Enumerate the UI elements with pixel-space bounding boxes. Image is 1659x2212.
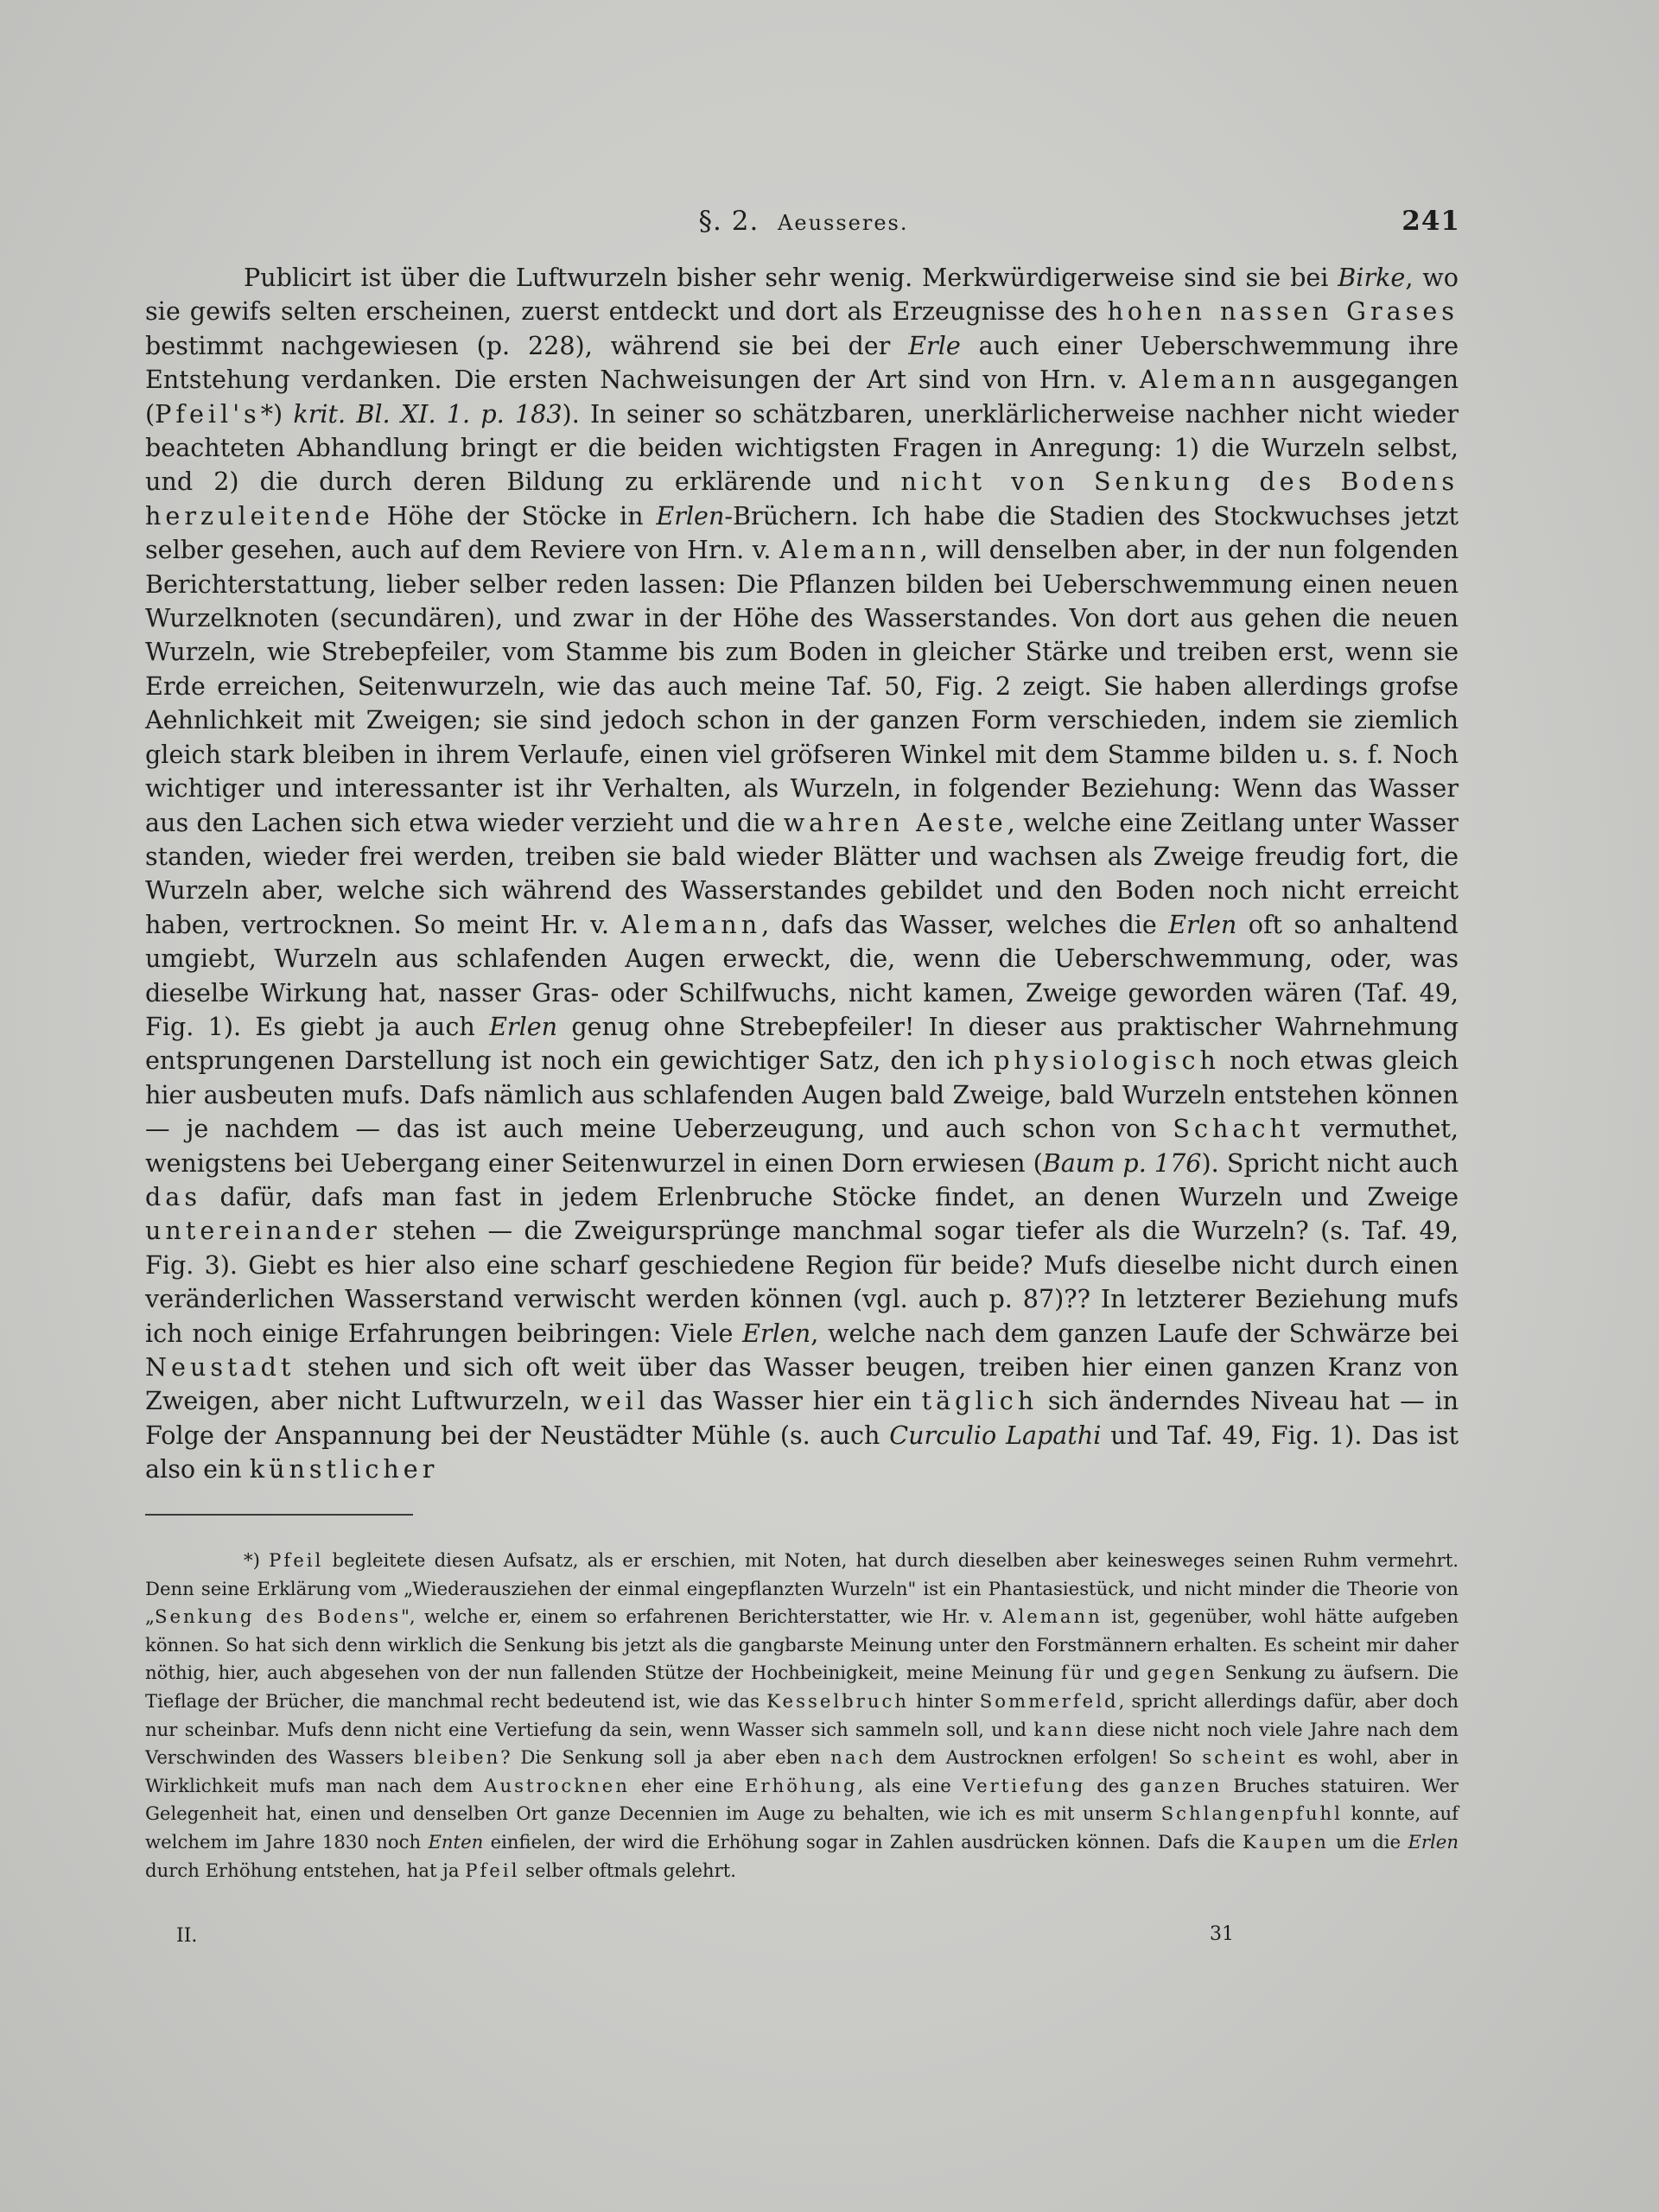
- footnote: [145, 1547, 1459, 1885]
- text-run: einfielen, der wird die Erhöhung sogar in Zahlen ausdrücken können. Dafs die: [483, 1830, 1243, 1853]
- text-run: , spricht allerdings dafür, aber doch nur scheinbar. Mufs denn nicht eine Vertiefung da sein, wenn Wasser sich sammeln soll, und: [145, 1689, 1459, 1740]
- text-run: noch etwas gleich hier ausbeuten mufs. Dafs nämlich aus schlafenden Augen bald Zweige, bald Wurzeln entstehen können — je nachdem — das ist auch meine Ueberzeugung, und auch schon von: [145, 1046, 1459, 1144]
- spaced-run: Austrocknen: [484, 1774, 630, 1796]
- text-run: stehen und sich oft weit über das Wasser beugen, treiben hier einen ganzen Kranz von Zweigen, aber nicht Luftwurzeln,: [145, 1352, 1459, 1416]
- spaced-run: Kesselbruch: [766, 1689, 909, 1712]
- text-run: dafür, dafs man fast in jedem Erlenbruche Stöcke findet, an denen Wurzeln und Zweige: [201, 1181, 1459, 1211]
- text-run: Senkung zu äufsern. Die Tieflage der Brücher, die manchmal recht bedeutend ist, wie das: [145, 1662, 1459, 1712]
- italic-run: Erlen: [742, 1318, 811, 1348]
- spaced-run: hohen nassen Grases: [1107, 296, 1459, 327]
- italic-run: Erlen: [1408, 1830, 1459, 1853]
- spaced-run: physiologisch: [994, 1046, 1220, 1076]
- spaced-run: Alemann: [1002, 1605, 1103, 1628]
- text-run: Publicirt ist über die Luftwurzeln bisher sehr wenig. Merkwürdigerweise sind sie bei: [244, 263, 1338, 292]
- text-run: selber oftmals gelehrt.: [519, 1859, 736, 1881]
- text-run: genug ohne Strebepfeiler! In dieser aus praktischer Wahrnehmung entsprungenen Darstellung ist noch ein gewichtiger Satz, den ich: [145, 1011, 1459, 1076]
- spaced-run: nach: [830, 1746, 886, 1769]
- text-run: oft so anhaltend umgiebt, Wurzeln aus schlafenden Augen erweckt, die, wenn die Ueberschwemmung, oder, was dieselbe Wirkung hat, nasser Gras- oder Schilfwuchs, nicht kamen, Zweige geworden wären (Taf. 49, Fig. 1). Es giebt ja auch: [145, 909, 1459, 1041]
- spaced-run: Pfeil's: [155, 398, 261, 429]
- text-run: ", welche er, einem so erfahrenen Berichterstatter, wie Hr. v.: [401, 1605, 1003, 1628]
- main-paragraph: [145, 261, 1459, 1487]
- text-run: Bruches statuiren. Wer Gelegenheit hat, einen und denselben Ort ganze Decennien im Auge zu behalten, wie ich es mit unserm: [145, 1774, 1459, 1825]
- spaced-run: Sommerfeld: [979, 1689, 1119, 1712]
- volume-signature: II.: [176, 1925, 198, 1947]
- text-run: um die: [1328, 1830, 1408, 1853]
- text-run: Höhe der Stöcke in: [373, 500, 657, 531]
- italic-run: Erle: [908, 330, 961, 360]
- spaced-run: Schacht: [1173, 1114, 1305, 1144]
- spaced-run: Erhöhung: [745, 1774, 858, 1796]
- text-run: ausgegangen (: [145, 365, 1459, 429]
- text-run: ist, gegenüber, wohl hätte aufgeben können. So hat sich denn wirklich die Senkung bis jetzt als die gangbarste Meinung unter den Forstmännern erhalten. Es scheint mir daher nöthig, hier, auch abgesehen von der nun fallenden Stütze der Hochbeinigkeit, meine Meinung: [145, 1605, 1459, 1684]
- italic-run: Erlen: [1168, 909, 1237, 939]
- spaced-run: gegen: [1147, 1662, 1217, 1684]
- section-number: §. 2.: [698, 206, 760, 237]
- page-number: 241: [1402, 206, 1460, 237]
- footnote-divider: [145, 1514, 413, 1516]
- text-run: -Brüchern. Ich habe die Stadien des Stockwuchses jetzt selber gesehen, auch auf dem Reviere von Hrn. v.: [145, 500, 1459, 565]
- spaced-run: Vertiefung: [962, 1774, 1086, 1796]
- text-run: , wo sie gewifs selten erscheinen, zuerst entdeckt und dort als Erzeugnisse des: [145, 263, 1459, 327]
- spaced-run: Kaupen: [1242, 1830, 1329, 1853]
- spaced-run: täglich: [921, 1386, 1039, 1416]
- text-run: und Taf. 49, Fig. 1). Das ist also ein: [145, 1420, 1459, 1484]
- spaced-run: scheint: [1202, 1746, 1288, 1769]
- text-run: dem Austrocknen erfolgen! So: [885, 1746, 1203, 1769]
- spaced-run: bleiben: [413, 1746, 501, 1769]
- text-run: *): [260, 398, 294, 429]
- spaced-run: wahren Aeste: [783, 807, 1007, 837]
- section-heading: [147, 206, 1460, 237]
- spaced-run: Alemann: [620, 909, 762, 939]
- text-run: und: [1096, 1662, 1147, 1684]
- italic-run: Enten: [428, 1830, 484, 1853]
- text-run: bestimmt nachgewiesen (p. 228), während sie bei der: [145, 330, 909, 360]
- italic-run: Erlen: [489, 1011, 558, 1041]
- text-run: ? Die Senkung soll ja aber eben: [500, 1746, 831, 1769]
- text-run: begleitete diesen Aufsatz, als er erschien, mit Noten, hat durch dieselben aber keinesweges seinen Ruhm vermehrt. Denn seine Erklärung vom „Wiederausziehen der einmal eingepflanzten Wurzeln" ist ein Phantasiestück, und nicht minder die Theorie von „: [145, 1549, 1459, 1628]
- spaced-run: Pfeil: [269, 1549, 324, 1571]
- text-run: konnte, auf welchem im Jahre 1830 noch: [145, 1802, 1459, 1853]
- spaced-run: Neustadt: [145, 1352, 296, 1382]
- italic-run: Erlen: [656, 500, 725, 531]
- text-run: hinter: [909, 1689, 980, 1712]
- text-run: *): [244, 1549, 270, 1571]
- text-run: vermuthet, wenigstens bei Uebergang einer Seitenwurzel in einen Dorn erwiesen (: [145, 1114, 1459, 1178]
- spaced-run: Schlangenpfuhl: [1160, 1802, 1343, 1825]
- text-run: durch Erhöhung entstehen, hat ja: [145, 1859, 466, 1881]
- spaced-run: für: [1061, 1662, 1096, 1684]
- running-head: [147, 206, 1460, 249]
- spaced-run: weil: [580, 1386, 650, 1416]
- spaced-run: Senkung des Bodens: [154, 1605, 402, 1628]
- text-run: , welche nach dem ganzen Laufe der Schwärze bei: [810, 1318, 1459, 1348]
- spaced-run: untereinander: [145, 1216, 381, 1246]
- sheet-number: 31: [1210, 1923, 1234, 1945]
- spaced-run: kann: [1033, 1718, 1090, 1740]
- text-run: es wohl, aber in Wirklichkeit mufs man nach dem: [145, 1746, 1459, 1796]
- italic-run: Curculio Lapathi: [889, 1420, 1102, 1450]
- text-run: ). In seiner so schätzbaren, unerklärlicherweise nachher nicht wieder beachteten Abhandlung bringt er die beiden wichtigsten Fragen in Anregung: 1) die Wurzeln selbst, und 2) die durch deren Bildung zu erklärende und: [145, 398, 1459, 497]
- text-run: eher eine: [629, 1774, 746, 1796]
- italic-run: Baum p. 176: [1042, 1147, 1202, 1178]
- text-run: diese nicht noch viele Jahre nach dem Verschwinden des Wassers: [145, 1718, 1459, 1769]
- italic-run: krit. Bl. XI. 1. p. 183: [293, 398, 563, 429]
- text-run: , dafs das Wasser, welches die: [761, 909, 1169, 939]
- spaced-run: das: [145, 1181, 202, 1211]
- spaced-run: künstlicher: [249, 1454, 439, 1484]
- spaced-run: nicht von Senkung des Bodens herzuleitende: [145, 467, 1459, 531]
- spaced-run: Alemann: [779, 535, 920, 565]
- text-run: das Wasser hier ein: [649, 1386, 922, 1416]
- text-run: auch einer Ueberschwemmung ihre Entstehung verdanken. Die ersten Nachweisungen der Art sind von Hrn. v.: [145, 330, 1459, 395]
- text-run: des: [1085, 1774, 1141, 1796]
- spaced-run: ganzen: [1140, 1774, 1223, 1796]
- spaced-run: Alemann: [1139, 365, 1281, 395]
- section-title: Aeusseres.: [778, 211, 909, 235]
- text-run: sich änderndes Niveau hat — in Folge der Anspannung bei der Neustädter Mühle (s. auch: [145, 1386, 1459, 1450]
- text-run: ). Spricht nicht auch: [1201, 1147, 1459, 1178]
- spaced-run: Pfeil: [465, 1859, 520, 1881]
- text-run: , will denselben aber, in der nun folgenden Berichterstattung, lieber selber reden lassen: Die Pflanzen bilden bei Ueberschwemmung einen neuen Wurzelknoten (secundären), und zwar in der Höhe des Wasserstandes. Von dort aus gehen die neuen Wurzeln, wie Strebepfeiler, vom Stamme bis zum Boden in gleicher Stärke und treiben erst, wenn sie Erde erreichen, Seitenwurzeln, wie das auch meine Taf. 50, Fig. 2 zeigt. Sie haben allerdings grofse Aehnlichkeit mit Zweigen; sie sind jedoch schon in der ganzen Form verschieden, indem sie ziemlich gleich stark bleiben in ihrem Verlaufe, einen viel gröfseren Winkel mit dem Stamme bilden u. s. f. Noch wichtiger und interessanter ist ihr Verhalten, als Wurzeln, in folgender Beziehung: Wenn das Wasser aus den Lachen sich etwa wieder verzieht und die: [145, 535, 1459, 837]
- text-run: stehen — die Zweigursprünge manchmal sogar tiefer als die Wurzeln? (s. Taf. 49, Fig. 3). Giebt es hier also eine scharf geschiedene Region für beide? Mufs dieselbe nicht durch einen veränderlichen Wasserstand verwischt werden können (vgl. auch p. 87)?? In letzterer Beziehung mufs ich noch einige Erfahrungen beibringen: Viele: [145, 1216, 1459, 1348]
- text-run: , als eine: [857, 1774, 963, 1796]
- italic-run: Birke: [1338, 263, 1406, 292]
- text-run: , welche eine Zeitlang unter Wasser standen, wieder frei werden, treiben sie bald wieder Blätter und wachsen als Zweige freudig fort, die Wurzeln aber, welche sich während des Wasserstandes gebildet und den Boden noch nicht erreicht haben, vertrocknen. So meint Hr. v.: [145, 807, 1459, 939]
